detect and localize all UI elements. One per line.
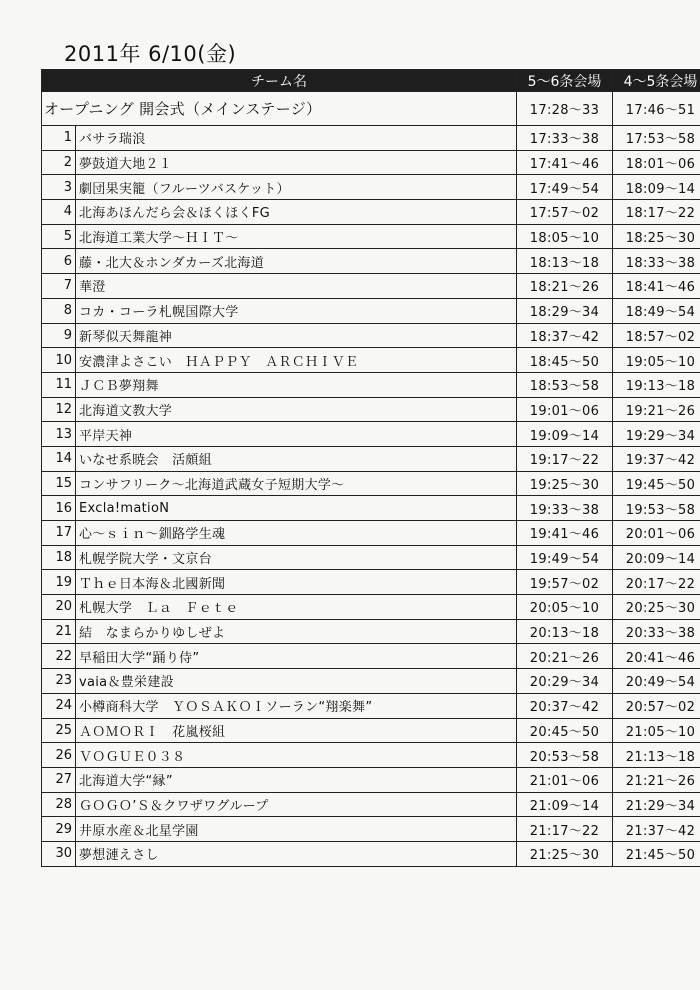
table-row: [42, 693, 700, 718]
time-venue2: 18:33〜38: [613, 249, 700, 274]
table-row: [42, 792, 700, 817]
header-row: [42, 70, 700, 92]
time-venue1: 17:33〜38: [517, 126, 613, 151]
team-name: ＪＣＢ夢翔舞: [76, 372, 517, 397]
time-venue2: 18:25〜30: [613, 224, 700, 249]
table-body: [42, 92, 700, 867]
team-number: 10: [42, 348, 76, 373]
team-name: 安濃津よさこい ＨＡＰＰＹ ＡＲＣＨＩＶＥ: [76, 348, 517, 373]
time-venue1: 19:41〜46: [517, 521, 613, 546]
team-number: 5: [42, 224, 76, 249]
team-number: 25: [42, 718, 76, 743]
time-venue1: 21:09〜14: [517, 792, 613, 817]
table-row: [42, 249, 700, 274]
time-venue1: 18:05〜10: [517, 224, 613, 249]
team-name: バサラ瑞浪: [76, 126, 517, 151]
time-venue1: 19:09〜14: [517, 422, 613, 447]
team-number: 11: [42, 372, 76, 397]
team-number: 14: [42, 446, 76, 471]
table-row: [42, 224, 700, 249]
time-venue2: 18:01〜06: [613, 150, 700, 175]
team-number: 3: [42, 175, 76, 200]
team-name: ＶＯＧＵＥ０３８: [76, 743, 517, 768]
table-row: [42, 817, 700, 842]
team-name: 藤・北大＆ホンダカーズ北海道: [76, 249, 517, 274]
time-venue1: 20:37〜42: [517, 693, 613, 718]
venue2-column-header: 4〜5条会場: [613, 70, 700, 92]
team-number: 13: [42, 422, 76, 447]
time-venue2: 20:57〜02: [613, 693, 700, 718]
team-number: 18: [42, 545, 76, 570]
team-number: 16: [42, 496, 76, 521]
time-venue1: 21:25〜30: [517, 841, 613, 866]
time-venue2: 20:49〜54: [613, 669, 700, 694]
table-row: [42, 422, 700, 447]
team-name: ＧＯＧＯ’Ｓ＆クワザワグループ: [76, 792, 517, 817]
table-header: [42, 70, 700, 92]
time-venue2: 20:25〜30: [613, 595, 700, 620]
table-row: [42, 570, 700, 595]
time-venue2: 20:01〜06: [613, 521, 700, 546]
table-row: [42, 521, 700, 546]
time-venue2: 20:17〜22: [613, 570, 700, 595]
time-venue2: 20:33〜38: [613, 619, 700, 644]
time-venue1: 20:29〜34: [517, 669, 613, 694]
team-number: 6: [42, 249, 76, 274]
time-venue1: 18:21〜26: [517, 274, 613, 299]
team-name: 北海道工業大学〜ＨＩＴ〜: [76, 224, 517, 249]
team-name: Excla!matioN: [76, 496, 517, 521]
page-title: 2011年 6/10(金): [64, 42, 237, 66]
opening-name: オープニング 開会式（メインステージ）: [42, 92, 517, 126]
time-venue1: 20:53〜58: [517, 743, 613, 768]
team-number: 24: [42, 693, 76, 718]
table-row: [42, 200, 700, 225]
table-row: [42, 126, 700, 151]
team-number: 9: [42, 323, 76, 348]
time-venue2: 21:13〜18: [613, 743, 700, 768]
team-column-header: チーム名: [42, 70, 517, 92]
time-venue1: 19:33〜38: [517, 496, 613, 521]
time-venue1: 20:45〜50: [517, 718, 613, 743]
time-venue2: 19:05〜10: [613, 348, 700, 373]
team-name: コカ・コーラ札幌国際大学: [76, 298, 517, 323]
venue1-column-header: 5〜6条会場: [517, 70, 613, 92]
time-venue1: 21:01〜06: [517, 767, 613, 792]
time-venue2: 19:45〜50: [613, 471, 700, 496]
team-number: 15: [42, 471, 76, 496]
time-venue2: 21:45〜50: [613, 841, 700, 866]
table-row: [42, 669, 700, 694]
team-number: 20: [42, 595, 76, 620]
table-row: [42, 619, 700, 644]
table-row: [42, 175, 700, 200]
time-venue1: 21:17〜22: [517, 817, 613, 842]
team-name: 劇団果実籠（フルーツバスケット）: [76, 175, 517, 200]
table-row: [42, 767, 700, 792]
time-venue2: 18:57〜02: [613, 323, 700, 348]
team-name: 結 なまらかりゆしぜよ: [76, 619, 517, 644]
time-venue2: 18:17〜22: [613, 200, 700, 225]
table-row: [42, 718, 700, 743]
team-name: 小樽商科大学 ＹＯＳＡＫＯＩソーラン“翔楽舞”: [76, 693, 517, 718]
team-name: 早稲田大学“踊り侍”: [76, 644, 517, 669]
team-number: 8: [42, 298, 76, 323]
time-venue2: 19:21〜26: [613, 397, 700, 422]
team-number: 27: [42, 767, 76, 792]
team-number: 12: [42, 397, 76, 422]
team-number: 1: [42, 126, 76, 151]
team-number: 21: [42, 619, 76, 644]
table-row: [42, 372, 700, 397]
time-venue1: 19:17〜22: [517, 446, 613, 471]
time-venue2: 19:13〜18: [613, 372, 700, 397]
time-venue2: 20:09〜14: [613, 545, 700, 570]
time-venue2: 19:29〜34: [613, 422, 700, 447]
team-name: 北海あほんだら会＆ほくほくFG: [76, 200, 517, 225]
time-venue1: 18:37〜42: [517, 323, 613, 348]
table-row: [42, 841, 700, 866]
team-number: 23: [42, 669, 76, 694]
time-venue2: 21:05〜10: [613, 718, 700, 743]
team-number: 28: [42, 792, 76, 817]
team-name: 心〜ｓｉｎ〜釧路学生魂: [76, 521, 517, 546]
table-row: [42, 595, 700, 620]
table-row: [42, 274, 700, 299]
opening-time-venue2: 17:46〜51: [613, 92, 700, 126]
team-name: Ｔｈｅ日本海＆北國新聞: [76, 570, 517, 595]
team-name: 夢鼓道大地２１: [76, 150, 517, 175]
team-name: 夢想漣えさし: [76, 841, 517, 866]
team-name: いなせ系暁会 活頗組: [76, 446, 517, 471]
time-venue1: 20:05〜10: [517, 595, 613, 620]
table-row: [42, 496, 700, 521]
team-number: 4: [42, 200, 76, 225]
time-venue1: 20:13〜18: [517, 619, 613, 644]
team-name: 北海道文教大学: [76, 397, 517, 422]
team-name: 平岸天神: [76, 422, 517, 447]
time-venue1: 19:01〜06: [517, 397, 613, 422]
team-number: 22: [42, 644, 76, 669]
time-venue2: 17:53〜58: [613, 126, 700, 151]
time-venue1: 18:13〜18: [517, 249, 613, 274]
opening-time-venue1: 17:28〜33: [517, 92, 613, 126]
table-row: [42, 323, 700, 348]
table-row: [42, 446, 700, 471]
time-venue1: 17:49〜54: [517, 175, 613, 200]
time-venue2: 18:41〜46: [613, 274, 700, 299]
time-venue1: 17:41〜46: [517, 150, 613, 175]
time-venue1: 17:57〜02: [517, 200, 613, 225]
team-name: vaia＆豊栄建設: [76, 669, 517, 694]
table-row: [42, 644, 700, 669]
team-name: 札幌大学 Ｌａ Ｆｅｔｅ: [76, 595, 517, 620]
time-venue1: 18:45〜50: [517, 348, 613, 373]
team-name: 井原水産＆北星学園: [76, 817, 517, 842]
team-name: ＡＯＭＯＲＩ 花嵐桜組: [76, 718, 517, 743]
opening-row: [42, 92, 700, 126]
team-number: 26: [42, 743, 76, 768]
team-name: コンサフリーク〜北海道武蔵女子短期大学〜: [76, 471, 517, 496]
time-venue2: 19:53〜58: [613, 496, 700, 521]
time-venue2: 19:37〜42: [613, 446, 700, 471]
time-venue1: 19:25〜30: [517, 471, 613, 496]
time-venue2: 20:41〜46: [613, 644, 700, 669]
time-venue2: 18:09〜14: [613, 175, 700, 200]
team-name: 札幌学院大学・文京台: [76, 545, 517, 570]
time-venue1: 19:49〜54: [517, 545, 613, 570]
team-number: 29: [42, 817, 76, 842]
time-venue1: 20:21〜26: [517, 644, 613, 669]
time-venue2: 21:29〜34: [613, 792, 700, 817]
table-row: [42, 298, 700, 323]
team-number: 19: [42, 570, 76, 595]
table-row: [42, 348, 700, 373]
table-row: [42, 150, 700, 175]
time-venue1: 18:29〜34: [517, 298, 613, 323]
table-row: [42, 471, 700, 496]
table-row: [42, 397, 700, 422]
team-number: 17: [42, 521, 76, 546]
time-venue2: 18:49〜54: [613, 298, 700, 323]
time-venue1: 18:53〜58: [517, 372, 613, 397]
time-venue2: 21:37〜42: [613, 817, 700, 842]
team-number: 2: [42, 150, 76, 175]
time-venue1: 19:57〜02: [517, 570, 613, 595]
team-name: 華澄: [76, 274, 517, 299]
table-row: [42, 545, 700, 570]
team-number: 30: [42, 841, 76, 866]
table-row: [42, 743, 700, 768]
team-name: 新琴似天舞龍神: [76, 323, 517, 348]
team-number: 7: [42, 274, 76, 299]
time-venue2: 21:21〜26: [613, 767, 700, 792]
team-name: 北海道大学“縁”: [76, 767, 517, 792]
schedule-table: [41, 69, 700, 867]
